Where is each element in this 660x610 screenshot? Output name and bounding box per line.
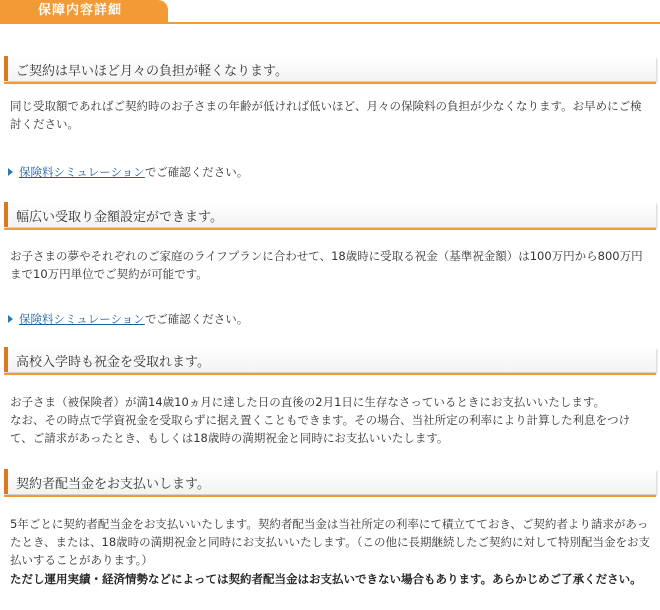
- section-heading-amount-setting: [4, 202, 656, 227]
- page-title-tab: 保障内容詳細: [0, 0, 168, 22]
- section-body: お子さまの夢やそれぞれのご家庭のライフプランに合わせて、18歳時に受取る祝金（基準祝金額）は100万円から800万円まで10万円単位でご契約が可能です。: [10, 249, 643, 281]
- simulation-link-row: [8, 310, 248, 328]
- link-suffix: でご確認ください。: [144, 165, 249, 179]
- section-title: ご契約は早いほど月々の負担が軽くなります。: [16, 64, 288, 79]
- link-suffix: でご確認ください。: [144, 312, 249, 326]
- section-body: 5年ごとに契約者配当金をお支払いいたします。契約者配当金は当社所定の利率にて積立てておき、ご契約者より請求があったとき、または、18歳時の満期祝金と同時にお支払いいたします。（この他に長期継続したご契約に対して特別配当金をお支払いすることがあります。）: [10, 517, 650, 567]
- section-body-line-1: お子さま（被保険者）が満14歳10ヵ月に達した日の直後の2月1日に生存なさっているときにお支払いいたします。: [10, 395, 605, 409]
- section-title: 高校入学時も祝金を受取れます。: [16, 355, 210, 370]
- arrow-right-icon: [8, 168, 13, 176]
- dividend-disclaimer: ただし運用実績・経済情勢などによっては契約者配当金はお支払いできない場合もあります。あらかじめご了承ください。: [10, 572, 642, 586]
- section-heading-dividend: [4, 469, 656, 494]
- premium-simulation-link[interactable]: 保険料シミュレーション: [19, 312, 145, 326]
- section-title: 契約者配当金をお支払いします。: [16, 477, 210, 492]
- section-body-line-2: なお、その時点で学資祝金を受取らずに据え置くこともできます。その場合、当社所定の利率により計算した利息をつけて、ご請求があったとき、もしくは18歳時の満期祝金と同時にお支払いいたします。: [10, 413, 631, 445]
- section-heading-early-contract: [4, 56, 656, 81]
- section-heading-high-school-benefit: [4, 347, 656, 372]
- arrow-right-icon: [8, 315, 13, 323]
- section-title: 幅広い受取り金額設定ができます。: [16, 210, 223, 225]
- section-body: 同じ受取額であればご契約時のお子さまの年齢が低ければ低いほど、月々の保険料の負担が少なくなります。お早めにご検討ください。: [10, 99, 642, 131]
- simulation-link-row: [8, 163, 248, 181]
- premium-simulation-link[interactable]: 保険料シミュレーション: [19, 165, 145, 179]
- header-divider: [0, 22, 660, 24]
